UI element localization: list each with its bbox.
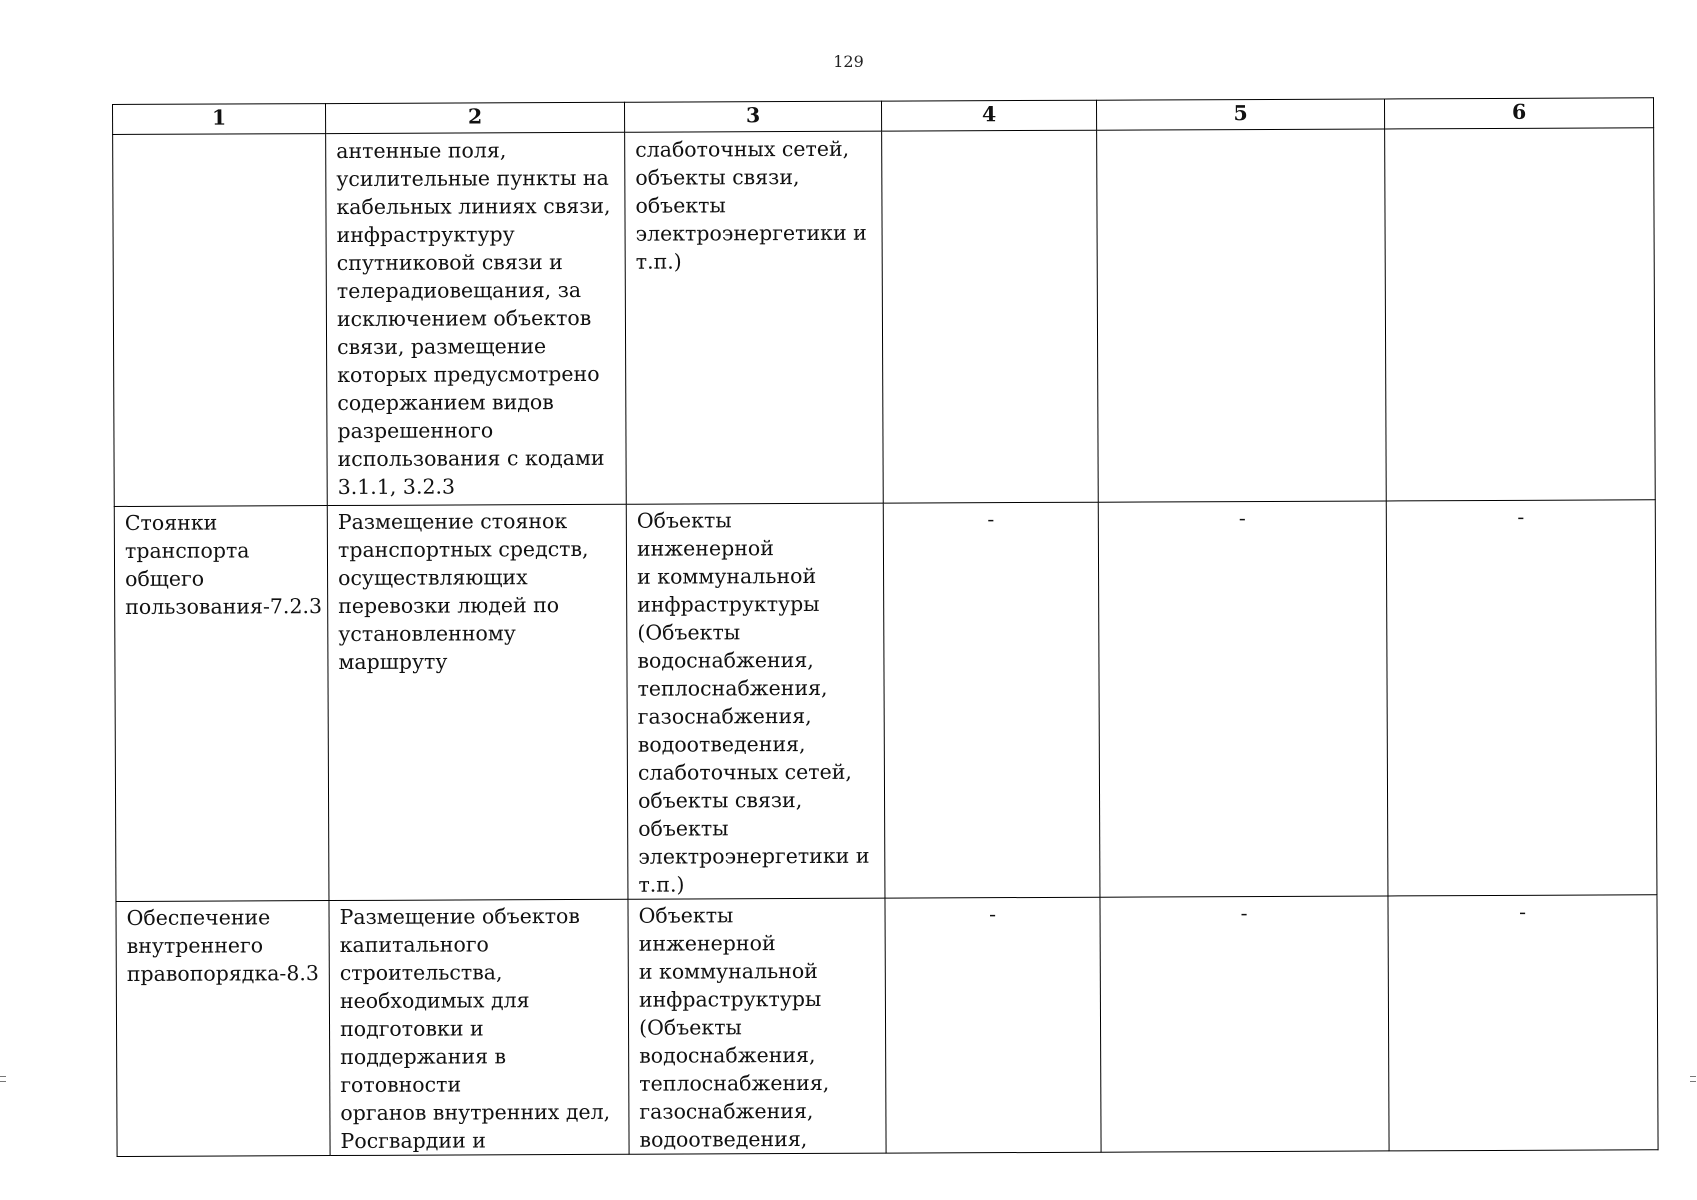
column-header-2: 2	[326, 102, 625, 133]
table-row	[116, 895, 1658, 1157]
column-5-cell: -	[1098, 501, 1388, 897]
column-5-cell: -	[1100, 896, 1389, 1152]
column-header-6: 6	[1384, 98, 1653, 129]
table-row	[114, 500, 1657, 902]
column-6-cell	[1385, 128, 1656, 501]
description-cell: антенные поля, усилительные пункты на кабельных линиях связи, инфраструктуру спутниковой связи и телерадиовещания, за исключением объектов связи, размещение которых предусмотрено содержанием видов разрешенного использования с кодами 3.1.1, 3.2.3	[326, 132, 627, 505]
description-cell: Размещение объектов капитального строительства, необходимых для подготовки и поддержания в готовности органов внутренних дел, Росгвардии и	[329, 899, 629, 1155]
description-cell: Размещение стоянок транспортных средств, осуществляющих перевозки людей по установленному маршруту	[327, 504, 628, 900]
land-use-table	[112, 97, 1659, 1157]
column-6-cell: -	[1386, 500, 1657, 896]
column-4-cell: -	[883, 502, 1100, 898]
permitted-objects-cell: Объекты инженерной и коммунальной инфраструктуры (Объекты водоснабжения, теплоснабжения, газоснабжения, водоотведения, слаботочных сетей, объекты связи, объекты электроэнергетики и т.п.)	[626, 503, 885, 899]
column-header-4: 4	[881, 100, 1096, 131]
column-header-3: 3	[624, 101, 881, 132]
column-header-5: 5	[1096, 99, 1384, 130]
land-use-type-cell	[113, 134, 328, 507]
page-number: 129	[833, 52, 864, 71]
column-5-cell	[1097, 129, 1387, 502]
land-use-type-cell: Стоянки транспорта общего пользования-7.2.3	[114, 506, 329, 902]
column-4-cell	[882, 130, 1099, 503]
permitted-objects-cell: слаботочных сетей, объекты связи, объекты электроэнергетики и т.п.)	[625, 131, 884, 504]
land-use-type-cell: Обеспечение внутреннего правопорядка-8.3	[116, 901, 330, 1157]
column-6-cell: -	[1388, 895, 1658, 1151]
scan-edge-mark	[1690, 1081, 1696, 1082]
permitted-objects-cell: Объекты инженерной и коммунальной инфраструктуры (Объекты водоснабжения, теплоснабжения, газоснабжения, водоотведения,	[628, 898, 886, 1154]
column-header-1: 1	[113, 104, 326, 135]
column-4-cell: -	[885, 897, 1101, 1153]
scan-edge-mark	[0, 1081, 6, 1082]
table-row	[113, 128, 1656, 507]
scan-edge-mark	[0, 1076, 6, 1077]
scan-edge-mark	[1690, 1076, 1696, 1077]
